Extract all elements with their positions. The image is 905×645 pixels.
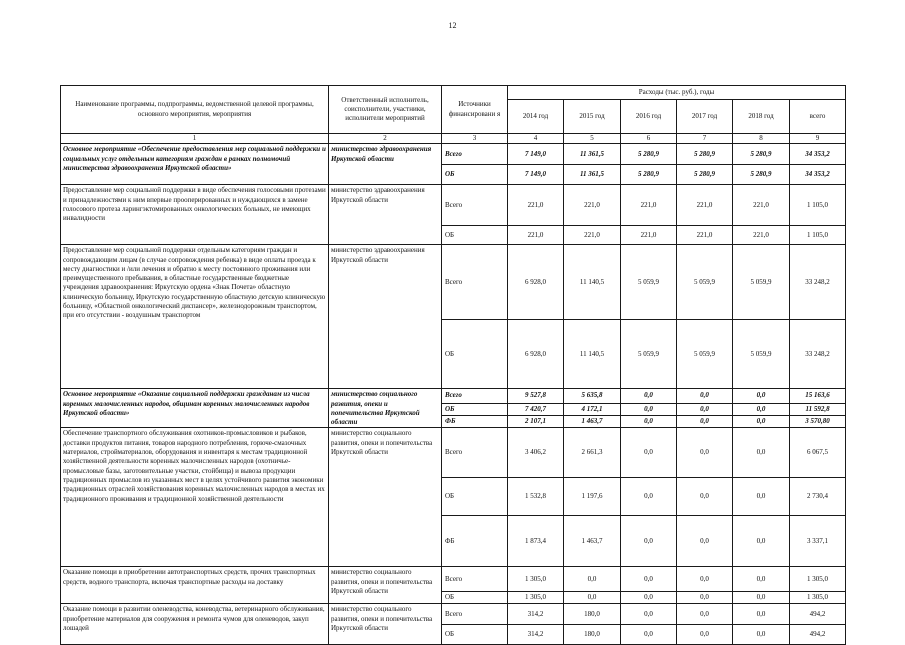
year-value-cell: 2 661,3: [564, 428, 621, 478]
funding-source-cell: Всего: [442, 389, 508, 404]
column-index: 8: [733, 134, 790, 144]
total-value-cell: 494,2: [790, 604, 846, 625]
year-value-cell: 2 107,1: [508, 416, 564, 428]
year-value-cell: 5 059,9: [733, 245, 790, 320]
year-value-cell: 1 197,6: [564, 478, 621, 516]
activity-name-cell: Оказание помощи в приобретении автотранспортных средств, прочих транспортных средств, водного транспорта, включая транспортные расходы на доставку: [61, 567, 329, 604]
year-value-cell: 7 149,0: [508, 144, 564, 165]
funding-source-cell: ОБ: [442, 403, 508, 415]
table-row: [61, 567, 846, 592]
table-body: [61, 144, 846, 645]
year-value-cell: 0,0: [621, 592, 677, 604]
funding-source-cell: ОБ: [442, 592, 508, 604]
total-value-cell: 33 248,2: [790, 245, 846, 320]
year-value-cell: 5 059,9: [621, 320, 677, 389]
funding-source-cell: Всего: [442, 604, 508, 625]
year-value-cell: 5 059,9: [621, 245, 677, 320]
total-value-cell: 2 730,4: [790, 478, 846, 516]
funding-source-cell: ОБ: [442, 478, 508, 516]
executor-cell: министерство здравоохранения Иркутской области: [329, 144, 442, 185]
year-value-cell: 0,0: [621, 416, 677, 428]
table-row: [61, 604, 846, 625]
year-value-cell: 0,0: [733, 389, 790, 404]
year-value-cell: 0,0: [677, 567, 733, 592]
year-header: 2018 год: [733, 100, 790, 134]
total-value-cell: 494,2: [790, 625, 846, 645]
column-index: 9: [790, 134, 846, 144]
year-value-cell: 0,0: [677, 389, 733, 404]
funding-source-cell: ОБ: [442, 226, 508, 245]
table-row: [61, 245, 846, 320]
year-value-cell: 0,0: [733, 567, 790, 592]
year-value-cell: 180,0: [564, 604, 621, 625]
funding-source-cell: ОБ: [442, 320, 508, 389]
year-value-cell: 7 420,7: [508, 403, 564, 415]
year-value-cell: 0,0: [733, 625, 790, 645]
year-value-cell: 0,0: [733, 428, 790, 478]
year-value-cell: 0,0: [733, 478, 790, 516]
column-index: 2: [329, 134, 442, 144]
year-header: 2017 год: [677, 100, 733, 134]
year-value-cell: 0,0: [677, 416, 733, 428]
year-value-cell: 11 361,5: [564, 165, 621, 185]
executor-cell: министерство социального развития, опеки и попечительства Иркутской области: [329, 428, 442, 567]
year-value-cell: 11 140,5: [564, 245, 621, 320]
year-value-cell: 221,0: [508, 226, 564, 245]
funding-source-cell: ФБ: [442, 516, 508, 567]
year-value-cell: 0,0: [677, 604, 733, 625]
year-header: 2014 год: [508, 100, 564, 134]
year-value-cell: 221,0: [564, 226, 621, 245]
year-value-cell: 0,0: [621, 516, 677, 567]
year-value-cell: 5 059,9: [677, 245, 733, 320]
year-value-cell: 5 280,9: [677, 144, 733, 165]
year-value-cell: 0,0: [621, 604, 677, 625]
expenditure-table: [60, 85, 846, 645]
year-value-cell: 6 928,0: [508, 245, 564, 320]
year-value-cell: 5 280,9: [621, 165, 677, 185]
page-number: 12: [448, 21, 457, 30]
year-value-cell: 0,0: [564, 567, 621, 592]
year-value-cell: 221,0: [564, 185, 621, 226]
year-value-cell: 5 635,8: [564, 389, 621, 404]
total-value-cell: 1 105,0: [790, 226, 846, 245]
year-value-cell: 5 280,9: [677, 165, 733, 185]
table-row: [61, 185, 846, 226]
year-value-cell: 0,0: [677, 625, 733, 645]
total-value-cell: 1 105,0: [790, 185, 846, 226]
funding-source-cell: Всего: [442, 185, 508, 226]
funding-source-cell: Всего: [442, 144, 508, 165]
year-value-cell: 221,0: [677, 226, 733, 245]
column-index: 6: [621, 134, 677, 144]
year-value-cell: 0,0: [621, 428, 677, 478]
table-row: [61, 389, 846, 404]
column-index: 1: [61, 134, 329, 144]
header-expenses-cell: Расходы (тыс. руб.), годы: [508, 86, 846, 100]
year-value-cell: 1 463,7: [564, 516, 621, 567]
year-value-cell: 0,0: [733, 516, 790, 567]
year-value-cell: 0,0: [733, 403, 790, 415]
executor-cell: министерство социального развития, опеки и попечительства Иркутской области: [329, 567, 442, 604]
year-value-cell: 0,0: [564, 592, 621, 604]
year-value-cell: 314,2: [508, 604, 564, 625]
total-value-cell: 34 353,2: [790, 165, 846, 185]
year-value-cell: 5 059,9: [733, 320, 790, 389]
total-value-cell: 33 248,2: [790, 320, 846, 389]
year-value-cell: 11 361,5: [564, 144, 621, 165]
table-row: [61, 144, 846, 165]
column-index: 5: [564, 134, 621, 144]
year-value-cell: 221,0: [733, 226, 790, 245]
funding-source-cell: Всего: [442, 245, 508, 320]
activity-name-cell: Основное мероприятие «Оказание социальной поддержки гражданам из числа коренных малочисленных народов, общинам коренных малочисленных народов Иркутской области»: [61, 389, 329, 428]
header-source-cell: Источники финансировани я: [442, 86, 508, 134]
activity-name-cell: Предоставление мер социальной поддержки отдельным категориям граждан и сопровождающим лицам (в случае сопровождения ребенка) в виде оплаты проезда к месту диагностики и /или лечения и обратно к месту постоянного проживания или преимущественного пребывания, в областные государственные бюджетные учреждения здравоохранения: Иркутскую ордена «Знак Почета» областную клиническую больницу, Иркутскую государственную областную детскую клиническую больницу, «Областной онкологический диспансер», железнодорожным транспортом, при его отсутствии - воздушным транспортом: [61, 245, 329, 389]
year-value-cell: 0,0: [621, 403, 677, 415]
year-value-cell: 0,0: [677, 592, 733, 604]
year-value-cell: 221,0: [508, 185, 564, 226]
activity-name-cell: Оказание помощи в развитии оленеводства, коневодства, ветеринарного обслуживания, приобретение материалов для сооружения и ремонта чумов для оленеводов, закуп лошадей: [61, 604, 329, 645]
funding-source-cell: ОБ: [442, 625, 508, 645]
funding-source-cell: ФБ: [442, 416, 508, 428]
year-value-cell: 5 280,9: [621, 144, 677, 165]
year-header: 2015 год: [564, 100, 621, 134]
total-value-cell: 15 163,6: [790, 389, 846, 404]
table-row: [61, 428, 846, 478]
executor-cell: министерство социального развития, опеки и попечительства Иркутской области: [329, 389, 442, 428]
activity-name-cell: Обеспечение транспортного обслуживания охотников-промысловиков и рыбаков, доставки продуктов питания, товаров народного потребления, горюче-смазочных материалов, стройматериалов, оборудования и инвентаря к местам традиционной хозяйственной деятельности коренных малочисленных народов (охотничье-промысловые базы, заготовительные участки, стойбища) и вывоза продукции традиционных промыслов из указанных мест в целях устойчивого развития экономики традиционных отраслей хозяйствования коренных малочисленных народов в местах их традиционного проживания и традиционной хозяйственной деятельности: [61, 428, 329, 567]
year-value-cell: 0,0: [621, 389, 677, 404]
year-value-cell: 0,0: [677, 478, 733, 516]
year-value-cell: 221,0: [733, 185, 790, 226]
year-value-cell: 0,0: [621, 478, 677, 516]
year-value-cell: 314,2: [508, 625, 564, 645]
total-value-cell: 1 305,0: [790, 592, 846, 604]
year-value-cell: 5 059,9: [677, 320, 733, 389]
year-value-cell: 0,0: [621, 567, 677, 592]
year-value-cell: 221,0: [621, 185, 677, 226]
activity-name-cell: Основное мероприятие «Обеспечение предоставления мер социальной поддержки и социальных услуг отдельным категориям граждан в рамках полномочий министерства здравоохранения Иркутской области»: [61, 144, 329, 185]
year-value-cell: 180,0: [564, 625, 621, 645]
funding-source-cell: Всего: [442, 428, 508, 478]
year-value-cell: 1 305,0: [508, 592, 564, 604]
year-value-cell: 0,0: [621, 625, 677, 645]
total-value-cell: 6 067,5: [790, 428, 846, 478]
executor-cell: министерство здравоохранения Иркутской области: [329, 245, 442, 389]
funding-source-cell: Всего: [442, 567, 508, 592]
year-value-cell: 5 280,9: [733, 144, 790, 165]
total-value-cell: 1 305,0: [790, 567, 846, 592]
activity-name-cell: Предоставление мер социальной поддержки в виде обеспечения голосовыми протезами и принадлежностями к ним впервые прооперированных и нуждающихся в замене голосового протеза ларингэктомированных онкологических больных, не имеющих инвалидности: [61, 185, 329, 245]
year-value-cell: 3 406,2: [508, 428, 564, 478]
year-value-cell: 0,0: [677, 428, 733, 478]
header-name-cell: Наименование программы, подпрограммы, ведомственной целевой программы, основного мероприятия, мероприятия: [61, 86, 329, 134]
total-value-cell: 34 353,2: [790, 144, 846, 165]
year-value-cell: 0,0: [733, 592, 790, 604]
year-value-cell: 9 527,8: [508, 389, 564, 404]
executor-cell: министерство социального развития, опеки и попечительства Иркутской области: [329, 604, 442, 645]
year-value-cell: 11 140,5: [564, 320, 621, 389]
year-value-cell: 0,0: [677, 516, 733, 567]
year-value-cell: 1 305,0: [508, 567, 564, 592]
year-value-cell: 6 928,0: [508, 320, 564, 389]
total-value-cell: 3 570,80: [790, 416, 846, 428]
column-index: 7: [677, 134, 733, 144]
total-value-cell: 11 592,8: [790, 403, 846, 415]
year-value-cell: 1 463,7: [564, 416, 621, 428]
year-value-cell: 4 172,1: [564, 403, 621, 415]
total-header: всего: [790, 100, 846, 134]
year-value-cell: 0,0: [733, 604, 790, 625]
year-value-cell: 1 532,8: [508, 478, 564, 516]
year-value-cell: 221,0: [677, 185, 733, 226]
year-value-cell: 221,0: [621, 226, 677, 245]
total-value-cell: 3 337,1: [790, 516, 846, 567]
year-value-cell: 1 873,4: [508, 516, 564, 567]
column-index: 4: [508, 134, 564, 144]
year-header: 2016 год: [621, 100, 677, 134]
column-index: 3: [442, 134, 508, 144]
year-value-cell: 0,0: [677, 403, 733, 415]
header-executor-cell: Ответственный исполнитель, соисполнители, участники, исполнители мероприятий: [329, 86, 442, 134]
year-value-cell: 0,0: [733, 416, 790, 428]
executor-cell: министерство здравоохранения Иркутской области: [329, 185, 442, 245]
year-value-cell: 7 149,0: [508, 165, 564, 185]
year-value-cell: 5 280,9: [733, 165, 790, 185]
funding-source-cell: ОБ: [442, 165, 508, 185]
